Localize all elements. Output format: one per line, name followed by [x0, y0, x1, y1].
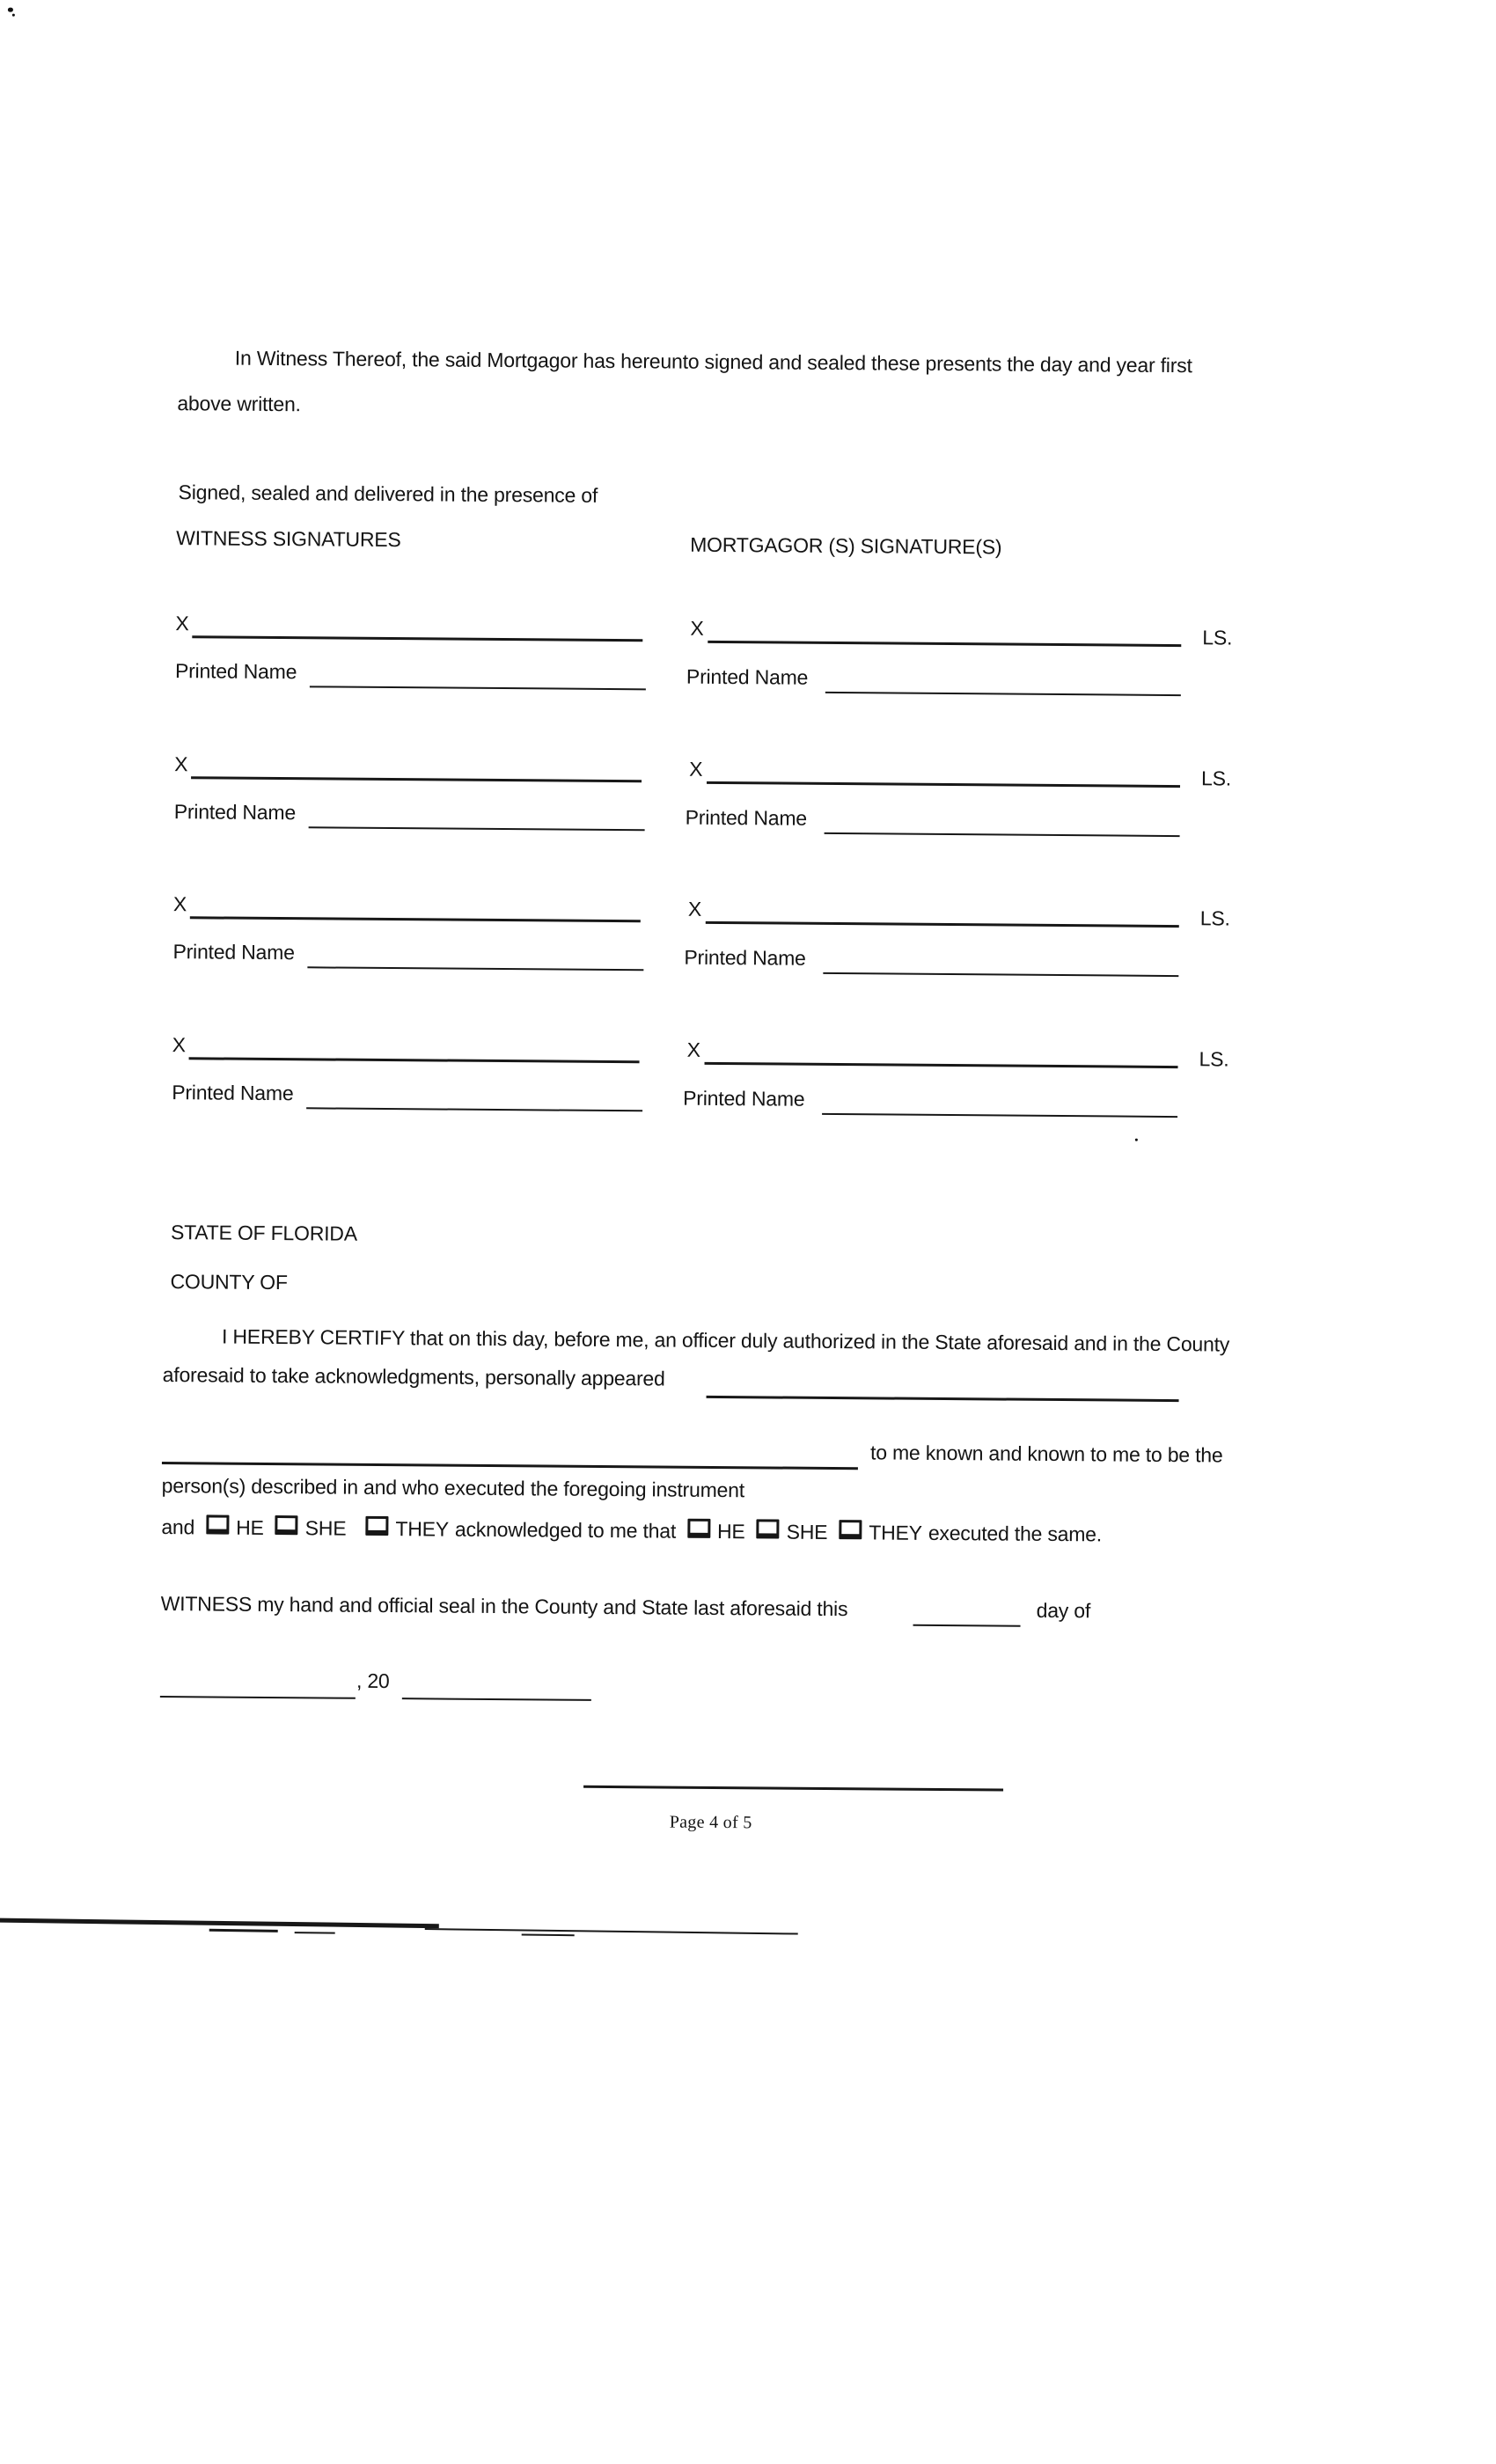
intro-line-2: above written. [177, 392, 301, 416]
he-2-label: HE [716, 1519, 745, 1544]
scan-artifact-dash [522, 1933, 575, 1936]
witness-signatures-header: WITNESS SIGNATURES [176, 526, 401, 552]
mortgagor-printed-name-label: Printed Name [686, 664, 809, 689]
mortgagor-signatures-header: MORTGAGOR (S) SIGNATURE(S) [690, 532, 1002, 559]
they-2-label: THEY [869, 1521, 922, 1544]
page-number: Page 4 of 5 [669, 1812, 752, 1833]
county-of-line: COUNTY OF [170, 1270, 288, 1294]
seal-line: WITNESS my hand and official seal in the County and State last aforesaid this [160, 1592, 848, 1621]
mortgagor-x-label: X [686, 1038, 700, 1061]
witness-x-label: X [174, 752, 188, 776]
he-label: HE [236, 1515, 264, 1539]
person-line: person(s) described in and who executed the foregoing instrument [161, 1474, 745, 1502]
year-prefix-label: , 20 [356, 1668, 390, 1693]
certify-line-1: I HEREBY CERTIFY that on this day, before me, an officer duly authorized in the State aforesaid and in the County [221, 1324, 1230, 1356]
witness-x-label: X [175, 612, 189, 635]
ack-end-label: executed the same. [928, 1521, 1103, 1546]
they-label: THEY [395, 1517, 450, 1541]
intro-line-1: In Witness Thereof, the said Mortgagor has hereunto signed and sealed these presents the day and year first [234, 346, 1192, 378]
witness-printed-name-label: Printed Name [173, 800, 297, 825]
mortgagor-printed-name-label: Printed Name [683, 1086, 805, 1111]
state-of-florida-line: STATE OF FLORIDA [170, 1221, 358, 1245]
ls-label: LS. [1199, 1047, 1229, 1071]
ack-and-label: and [161, 1515, 195, 1539]
ack-middle-label: acknowledged to me that [454, 1517, 677, 1543]
she-2-label: SHE [786, 1520, 828, 1544]
witness-printed-name-label: Printed Name [172, 940, 295, 964]
witness-printed-name-label: Printed Name [174, 659, 297, 684]
witness-x-label: X [172, 892, 187, 916]
ls-label: LS. [1202, 626, 1233, 649]
scan-artifact-segment [425, 1928, 798, 1935]
mortgagor-printed-name-label: Printed Name [684, 945, 806, 970]
witness-printed-name-label: Printed Name [172, 1081, 294, 1105]
scan-artifact-segment [0, 1918, 439, 1928]
ls-label: LS. [1200, 766, 1232, 790]
mortgagor-x-label: X [690, 616, 704, 640]
mortgagor-x-label: X [689, 757, 703, 781]
scan-artifact-dash [295, 1932, 335, 1934]
mortgagor-x-label: X [687, 897, 702, 920]
day-of-label: day of [1036, 1598, 1091, 1623]
witness-x-label: X [172, 1033, 186, 1057]
known-line: to me known and known to me to be the [869, 1441, 1223, 1467]
ls-label: LS. [1199, 906, 1230, 930]
mortgagor-printed-name-label: Printed Name [685, 805, 808, 830]
certify-line-2: aforesaid to take acknowledgments, personally appeared [162, 1363, 665, 1390]
she-label: SHE [304, 1516, 347, 1540]
presence-line: Signed, sealed and delivered in the presence of [178, 480, 598, 507]
scan-artifact-dash [209, 1929, 278, 1932]
